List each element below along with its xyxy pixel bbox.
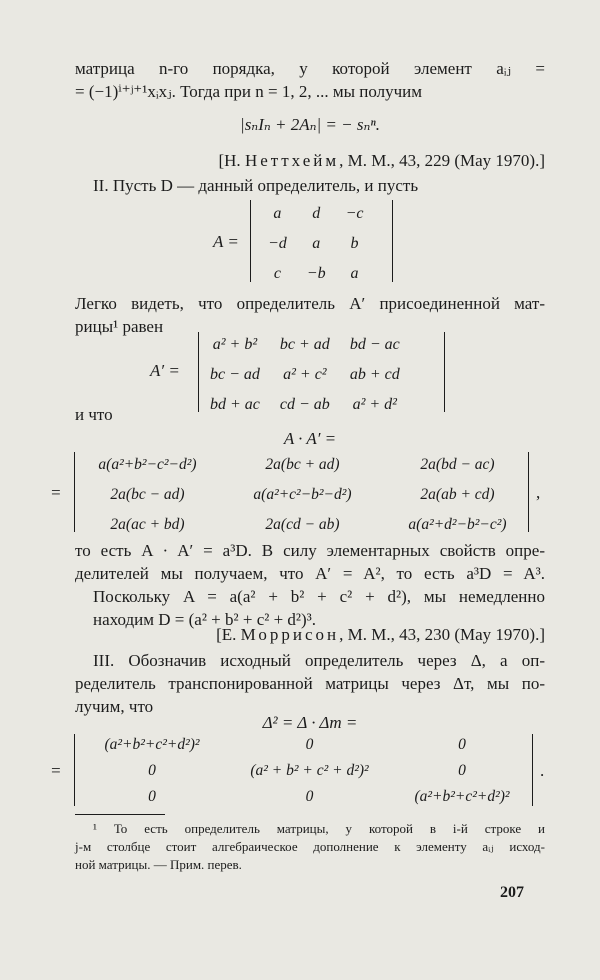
footnote-rule xyxy=(75,814,165,815)
matrix-cell: bc − ad xyxy=(210,366,260,383)
text-line-7: рицы¹ равен xyxy=(75,317,164,336)
footnote-line-3: ной матрицы. — Прим. перев. xyxy=(75,857,242,872)
page-number: 207 xyxy=(500,884,524,901)
matrix-a-prime-right-bar xyxy=(444,332,445,412)
matrix-cell: 0 xyxy=(458,762,466,779)
text-line-12: Поскольку A = a(a² + b² + c² + d²), мы немедленно xyxy=(93,587,545,606)
matrix-cell: 0 xyxy=(305,788,314,805)
text-line-16: ределитель транспонированной матрицы через Δт, мы по- xyxy=(75,674,545,693)
matrix-cell: 2a(bd − ac) xyxy=(420,456,495,473)
matrix-a xyxy=(258,199,374,289)
matrix-cell: 0 xyxy=(458,736,466,753)
matrix-cell: −d xyxy=(268,235,287,252)
matrix-cell: 2a(bc + ad) xyxy=(265,456,340,473)
matrix-a-label: A = xyxy=(213,232,239,251)
matrix-cell: c xyxy=(273,265,281,282)
matrix-cell: a² + b² xyxy=(212,336,258,353)
footnote-line-2: j-м столбце стоит алгебраическое дополнение к элементу aᵢⱼ исход- xyxy=(75,839,545,854)
text-line-2: = (−1)ⁱ⁺ʲ⁺¹xᵢxⱼ. Тогда при n = 1, 2, ... мы получим xyxy=(75,82,423,101)
matrix-product xyxy=(70,450,535,540)
matrix-delta-label: = xyxy=(50,761,62,780)
text-line-8: и что xyxy=(75,405,113,424)
formula-a-times-a-prime: A · A′ = xyxy=(283,429,337,448)
matrix-a-right-bar xyxy=(392,200,393,282)
formula-delta-squared: Δ² = Δ · Δт = xyxy=(262,713,358,732)
matrix-cell: 2a(bc − ad) xyxy=(110,486,185,503)
text-line-6: Легко видеть, что определитель A′ присоединенной мат- xyxy=(75,294,545,313)
text-line-17: лучим, что xyxy=(75,697,154,716)
matrix-cell: bd + ac xyxy=(210,396,260,413)
matrix-cell: a xyxy=(350,265,359,282)
citation-nettheim: [Н. Неттхейм, M. M., 43, 229 (May 1970).] xyxy=(218,151,545,170)
matrix-delta-right-bar xyxy=(532,734,533,806)
matrix-delta-period: . xyxy=(540,761,545,780)
text-line-part-iii: III. Обозначив исходный определитель через Δ, а оп- xyxy=(93,651,545,670)
matrix-cell: 2a(cd − ab) xyxy=(265,516,340,533)
footnote-line-1: ¹ То есть определитель матрицы, у которой в i-й строке и xyxy=(93,821,545,836)
matrix-cell: a(a²+c²−b²−d²) xyxy=(253,486,352,503)
citation-morrison: [Е. Моррисон, M. M., 43, 230 (May 1970).] xyxy=(216,625,545,644)
matrix-cell: −c xyxy=(345,205,364,222)
matrix-cell: (a²+b²+c²+d²)² xyxy=(414,788,510,805)
matrix-cell: a(a²+d²−b²−c²) xyxy=(408,516,507,533)
text-line-13: находим D = (a² + b² + c² + d²)³. xyxy=(93,610,317,629)
matrix-delta xyxy=(72,732,537,810)
matrix-cell: −b xyxy=(306,265,326,282)
matrix-cell: (a² + b² + c² + d²)² xyxy=(250,762,369,779)
matrix-cell: cd − ab xyxy=(279,396,330,413)
text-line-11: делителей мы получаем, что A′ = A², то есть a³D = A³. xyxy=(75,564,545,583)
matrix-cell: a² + c² xyxy=(283,366,327,383)
matrix-cell: b xyxy=(350,235,359,252)
matrix-a-prime-label: A′ = xyxy=(150,361,180,380)
matrix-cell: ab + cd xyxy=(349,366,400,383)
matrix-a-prime-left-bar xyxy=(198,332,199,412)
text-line-10: то есть A · A′ = a³D. В силу элементарных свойств опре- xyxy=(75,541,545,560)
matrix-product-comma: , xyxy=(536,483,541,502)
matrix-cell: d xyxy=(312,205,321,222)
formula-determinant-identity: |sₙIₙ + 2Aₙ| = − sₙⁿ. xyxy=(240,115,380,134)
text-line-1: матрица n-го порядка, у которой элемент aᵢⱼ = xyxy=(75,59,545,78)
matrix-cell: bd − ac xyxy=(349,336,400,353)
matrix-cell: 0 xyxy=(148,762,156,779)
matrix-a-left-bar xyxy=(250,200,251,282)
matrix-cell: bc + ad xyxy=(279,336,330,353)
matrix-cell: 2a(ac + bd) xyxy=(110,516,185,533)
matrix-cell: 0 xyxy=(148,788,156,805)
text-line-part-ii: II. Пусть D — данный определитель, и пусть xyxy=(93,176,419,195)
matrix-cell: 0 xyxy=(305,736,314,753)
matrix-product-right-bar xyxy=(528,452,529,532)
matrix-cell: a(a²+b²−c²−d²) xyxy=(98,456,197,473)
matrix-cell: a² + d² xyxy=(352,396,397,413)
matrix-cell: 2a(ab + cd) xyxy=(420,486,495,503)
matrix-cell: a xyxy=(312,235,321,252)
matrix-product-label: = xyxy=(50,483,62,502)
matrix-cell: (a²+b²+c²+d²)² xyxy=(104,736,200,753)
matrix-cell: a xyxy=(273,205,282,222)
